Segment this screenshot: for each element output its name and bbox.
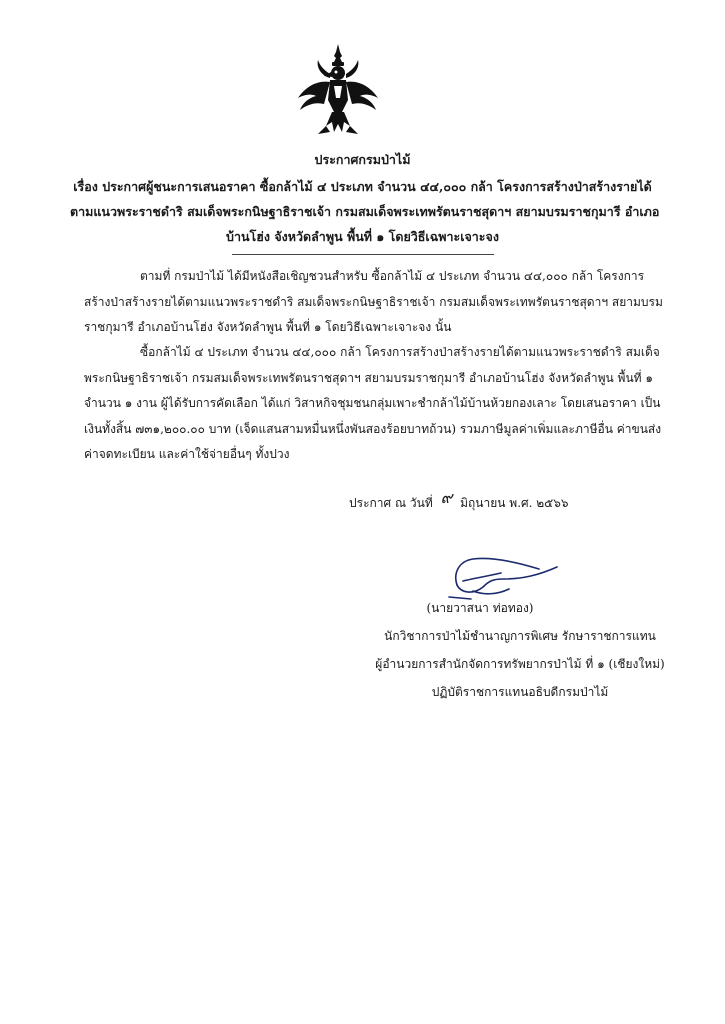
date-month-year: มิถุนายน พ.ศ. ๒๕๖๖	[460, 496, 569, 510]
paragraph-line: พระกนิษฐาธิราชเจ้า กรมสมเด็จพระเทพรัตนราชสุดาฯ สยามบรมราชกุมารี อำเภอบ้านโฮ่ง จังหวัดลำพูน พื้นที่ ๑	[84, 370, 654, 385]
signatory-name: (นายวาสนา ท่อทอง)	[426, 601, 534, 615]
agency-heading: ประกาศกรมป่าไม้	[314, 152, 411, 167]
date-day: ๙	[440, 488, 453, 507]
garuda-emblem-icon	[296, 42, 380, 138]
paragraph-winner-details	[84, 340, 662, 468]
paragraph-line: สร้างป่าสร้างรายได้ตามแนวพระราชดำริ สมเด็จพระกนิษฐาธิราชเจ้า กรมสมเด็จพระเทพรัตนราชสุดาฯ สยามบรม	[84, 294, 663, 309]
subject-line: เรื่อง ประกาศผู้ชนะการเสนอราคา ซื้อกล้าไม้ ๔ ประเภท จำนวน ๔๔,๐๐๐ กล้า โครงการสร้างป่าสร้างรายได้	[73, 179, 652, 194]
divider	[232, 254, 494, 255]
signatory-position: ปฏิบัติราชการแทนอธิบดีกรมป่าไม้	[431, 685, 609, 699]
signatory-position: ผู้อำนวยการสำนักจัดการทรัพยากรป่าไม้ ที่ ๑ (เชียงใหม่)	[375, 657, 665, 671]
subject-line: บ้านโฮ่ง จังหวัดลำพูน พื้นที่ ๑ โดยวิธีเฉพาะเจาะจง	[226, 229, 499, 244]
paragraph-announcement-reference	[84, 264, 663, 341]
handwritten-signature-icon	[443, 551, 563, 603]
date-prefix: ประกาศ ณ วันที่	[349, 496, 433, 510]
paragraph-line: เงินทั้งสิ้น ๗๓๑,๒๐๐.๐๐ บาท (เจ็ดแสนสามหมื่นหนึ่งพันสองร้อยบาทถ้วน) รวมภาษีมูลค่าเพิ่มและภาษีอื่น ค่าขนส่ง	[84, 421, 662, 436]
subject-heading	[70, 174, 660, 249]
paragraph-line: ค่าจดทะเบียน และค่าใช้จ่ายอื่นๆ ทั้งปวง	[84, 447, 290, 461]
paragraph-line: ราชกุมารี อำเภอบ้านโฮ่ง จังหวัดลำพูน พื้นที่ ๑ โดยวิธีเฉพาะเจาะจง นั้น	[84, 320, 452, 334]
announcement-date	[349, 490, 569, 515]
paragraph-line: จำนวน ๑ งาน ผู้ได้รับการคัดเลือก ได้แก่ วิสาหกิจชุมชนกลุ่มเพาะชำกล้าไม้บ้านห้วยกองเลาะ โดยเสนอราคา เป็น	[84, 396, 661, 410]
signatory-position: นักวิชาการป่าไม้ชำนาญการพิเศษ รักษาราชการแทน	[384, 629, 656, 643]
subject-line: ตามแนวพระราชดำริ สมเด็จพระกนิษฐาธิราชเจ้า กรมสมเด็จพระเทพรัตนราชสุดาฯ สยามบรมราชกุมารี อำเภอ	[70, 204, 660, 219]
paragraph-line: ซื้อกล้าไม้ ๔ ประเภท จำนวน ๔๔,๐๐๐ กล้า โครงการสร้างป่าสร้างรายได้ตามแนวพระราชดำริ สมเด็จ	[140, 345, 660, 359]
paragraph-line: ตามที่ กรมป่าไม้ ได้มีหนังสือเชิญชวนสำหรับ ซื้อกล้าไม้ ๔ ประเภท จำนวน ๔๔,๐๐๐ กล้า โครงการ	[140, 269, 645, 283]
